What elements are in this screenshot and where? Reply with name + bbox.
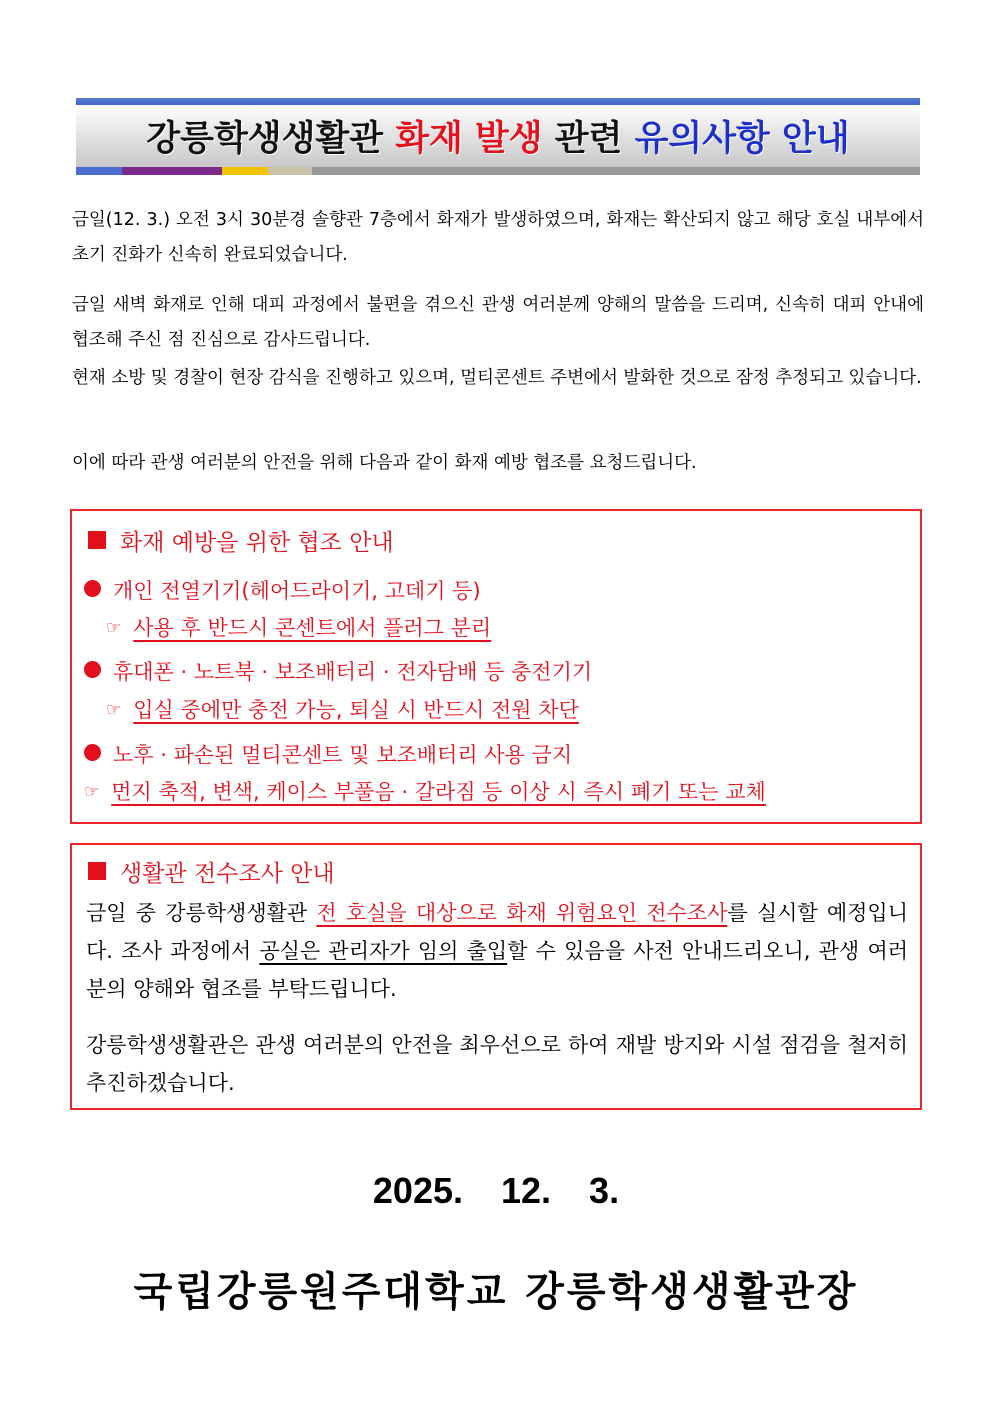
banner-top-bar xyxy=(76,98,920,105)
red-dot-icon xyxy=(84,744,101,761)
prevention-item-3-label: 노후 · 파손된 멀티콘센트 및 보조배터리 사용 금지 xyxy=(113,743,573,767)
banner-color-strip xyxy=(76,167,920,175)
inspection-text-1: 금일 중 강릉학생생활관 xyxy=(86,901,317,925)
strip-segment-yellow xyxy=(222,167,268,175)
strip-segment-gray xyxy=(312,167,920,175)
inspection-highlight-target: 전 호실을 대상으로 화재 위험요인 전수조사 xyxy=(316,901,728,925)
prevention-item-2 xyxy=(84,656,592,686)
prevention-item-2-label: 휴대폰 · 노트북 · 보조배터리 · 전자담배 등 충전기기 xyxy=(113,660,593,684)
prevention-item-1-note-text: 사용 후 반드시 콘센트에서 플러그 분리 xyxy=(133,616,492,640)
red-dot-icon xyxy=(84,580,101,597)
title-segment-notice: 유의사항 안내 xyxy=(634,119,850,159)
title-segment-fire: 화재 발생 xyxy=(395,119,543,159)
prevention-item-1-note xyxy=(106,612,491,642)
inspection-heading xyxy=(88,855,335,888)
prevention-item-3-note-text: 먼지 축적, 변색, 케이스 부풀음 · 갈라짐 등 이상 시 즉시 폐기 또는 교체 xyxy=(111,780,766,804)
inspection-box xyxy=(70,843,922,1110)
prevention-item-1-label: 개인 전열기기(헤어드라이기, 고데기 등) xyxy=(113,579,481,603)
inspection-text-2: 를 실시할 예정입니다. 조사 과정에서 xyxy=(86,901,909,963)
square-bullet-icon xyxy=(88,862,106,880)
strip-segment-purple xyxy=(122,167,222,175)
prevention-item-1 xyxy=(84,575,481,605)
strip-segment-blue xyxy=(76,167,122,175)
title-segment-dorm: 강릉학생생활관 xyxy=(146,119,396,159)
intro-paragraph-2: 금일 새벽 화재로 인해 대피 과정에서 불편을 겪으신 관생 여러분께 양해의 말씀을 드리며, 신속히 대피 안내에 협조해 주신 점 진심으로 감사드립니다. xyxy=(72,295,924,350)
intro-paragraph-1: 금일(12. 3.) 오전 3시 30분경 솔향관 7층에서 화재가 발생하였으며, 화재는 확산되지 않고 해당 호실 내부에서 초기 진화가 신속히 완료되었습니다. xyxy=(72,210,924,265)
prevention-heading xyxy=(88,524,394,557)
strip-segment-beige xyxy=(268,167,312,175)
prevention-item-2-note xyxy=(106,694,579,724)
document-date: 2025. 12. 3. xyxy=(372,1170,620,1211)
title-segment-related: 관련 xyxy=(542,119,635,159)
red-dot-icon xyxy=(84,661,101,678)
page-title xyxy=(146,111,849,161)
inspection-closing: 강릉학생생활관은 관생 여러분의 안전을 최우선으로 하여 재발 방지와 시설 점검을 철저히 추진하겠습니다. xyxy=(86,1033,908,1095)
prevention-box xyxy=(70,509,922,824)
pointing-hand-icon: ☞ xyxy=(106,618,122,638)
title-banner xyxy=(76,98,920,178)
square-bullet-icon xyxy=(88,531,106,549)
intro-paragraph-3: 현재 소방 및 경찰이 현장 감식을 진행하고 있으며, 멀티콘센트 주변에서 발화한 것으로 잠정 추정되고 있습니다. xyxy=(72,368,922,388)
prevention-item-3 xyxy=(84,739,572,769)
prevention-item-2-note-text: 입실 중에만 충전 가능, 퇴실 시 반드시 전원 차단 xyxy=(133,698,579,722)
inspection-highlight-entry: 공실은 관리자가 임의 출입 xyxy=(259,939,508,963)
prevention-item-3-note xyxy=(84,776,766,806)
banner-body xyxy=(76,105,920,167)
inspection-heading-text: 생활관 전수조사 안내 xyxy=(120,861,335,887)
inspection-body xyxy=(86,894,908,1008)
prevention-heading-text: 화재 예방을 위한 협조 안내 xyxy=(120,530,394,556)
pointing-hand-icon: ☞ xyxy=(84,782,100,802)
inspection-text-3: 할 수 있음을 사전 안내드리오니, 관생 여러분의 양해와 협조를 부탁드립니다. xyxy=(86,939,909,1001)
intro-paragraph-4: 이에 따라 관생 여러분의 안전을 위해 다음과 같이 화재 예방 협조를 요청드립니다. xyxy=(72,453,697,473)
pointing-hand-icon: ☞ xyxy=(106,700,122,720)
issuer-signature: 국립강릉원주대학교 강릉학생생활관장 xyxy=(133,1269,859,1315)
